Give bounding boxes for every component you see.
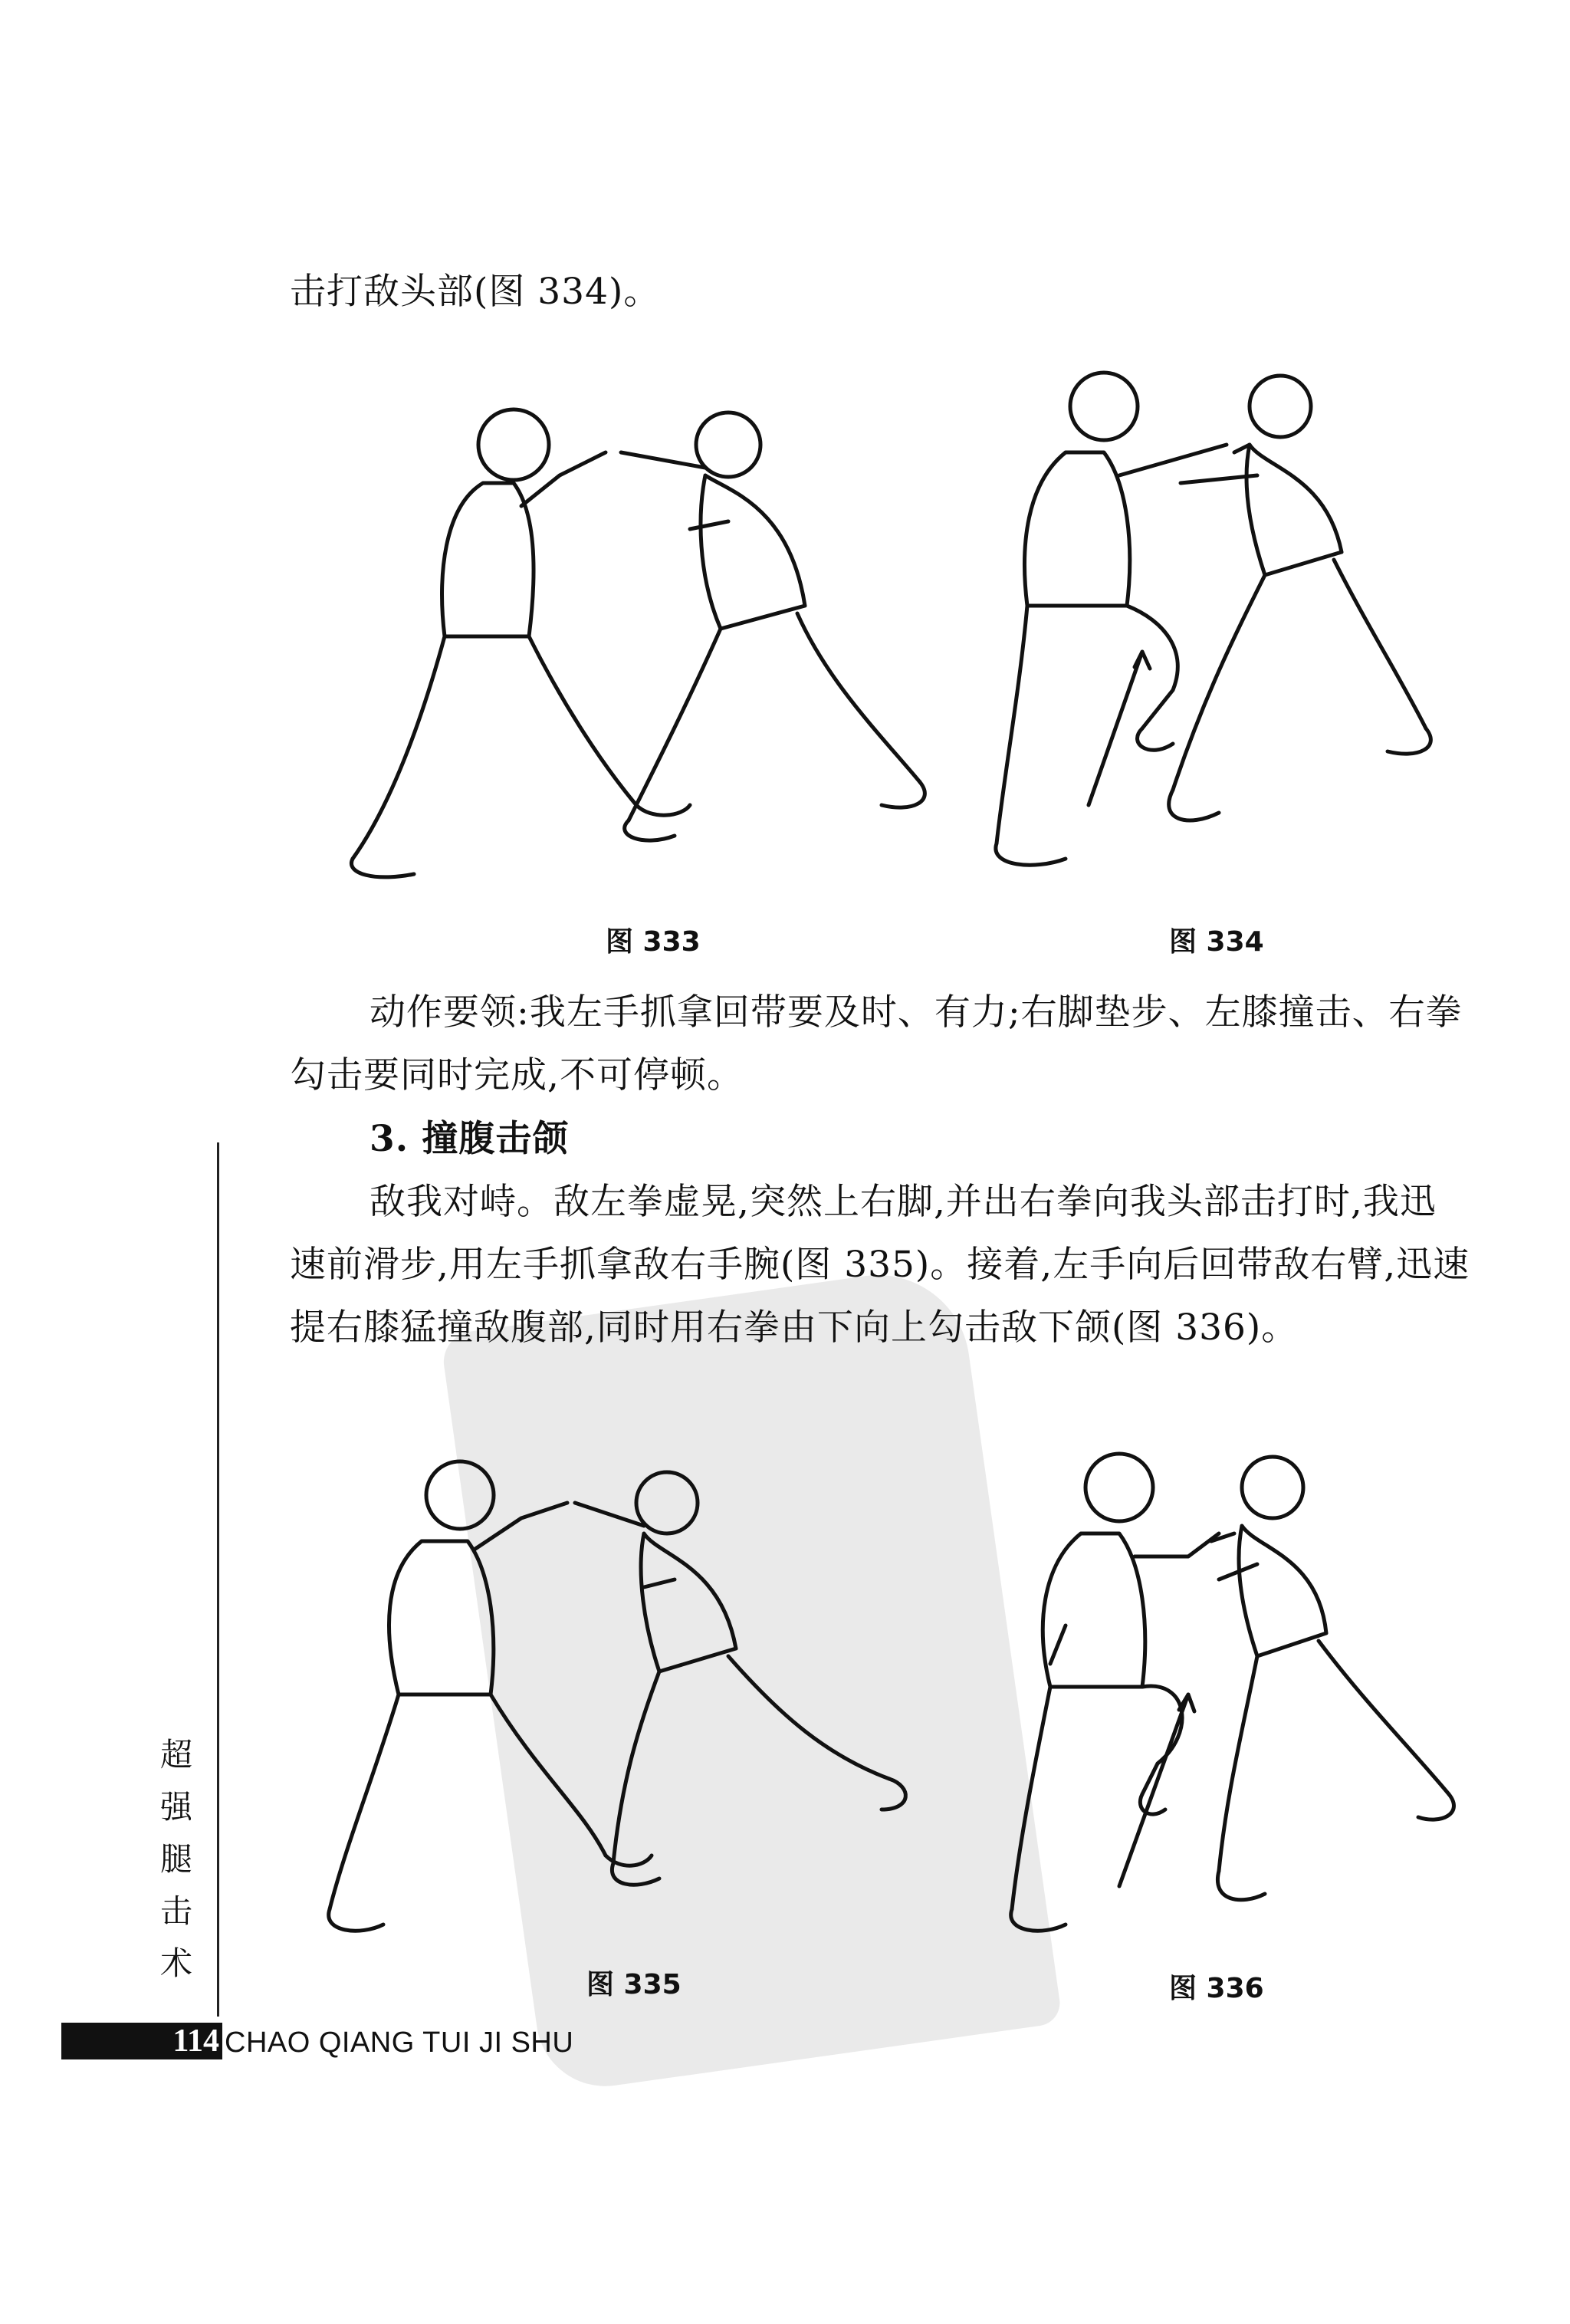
- figure-336-illustration: [966, 1441, 1472, 1948]
- figure-335-caption: 图 335: [586, 1969, 682, 2000]
- figure-333-illustration: [330, 376, 958, 905]
- page-number: 114: [172, 2023, 219, 2059]
- figure-335-illustration: [322, 1449, 951, 1948]
- sidebar-book-title: [153, 1729, 199, 1990]
- margin-rule: [217, 1142, 219, 2017]
- figure-334-illustration: [989, 360, 1464, 912]
- paragraph-key-points: 动作要领:我左手抓拿回带要及时、有力;右脚垫步、左膝撞击、右拳勾击要同时完成,不可停顿。: [290, 991, 1463, 1096]
- sidebar-char: 强: [159, 1788, 192, 1826]
- figure-334-caption: 图 334: [1169, 926, 1264, 958]
- paragraph-continuation: 击打敌头部(图 334)。: [290, 271, 661, 313]
- sidebar-char: 术: [159, 1944, 192, 1982]
- sidebar-char: 腿: [159, 1840, 192, 1878]
- sidebar-char: 击: [159, 1892, 192, 1930]
- sidebar-char: 超: [159, 1736, 192, 1773]
- figure-333-caption: 图 333: [606, 926, 701, 958]
- figure-336-caption: 图 336: [1169, 1973, 1264, 2004]
- section-heading-3: 3. 撞腹击颌: [370, 1118, 570, 1160]
- paragraph-technique-3: 敌我对峙。敌左拳虚晃,突然上右脚,并出右拳向我头部击打时,我迅速前滑步,用左手抓拿敌右手腕(图 335)。接着,左手向后回带敌右臂,迅速提右膝猛撞敌腹部,同时用右拳由下向上勾击敌下颌(图 336)。: [290, 1181, 1470, 1349]
- footer-book-title: CHAO QIANG TUI JI SHU: [225, 2027, 574, 2059]
